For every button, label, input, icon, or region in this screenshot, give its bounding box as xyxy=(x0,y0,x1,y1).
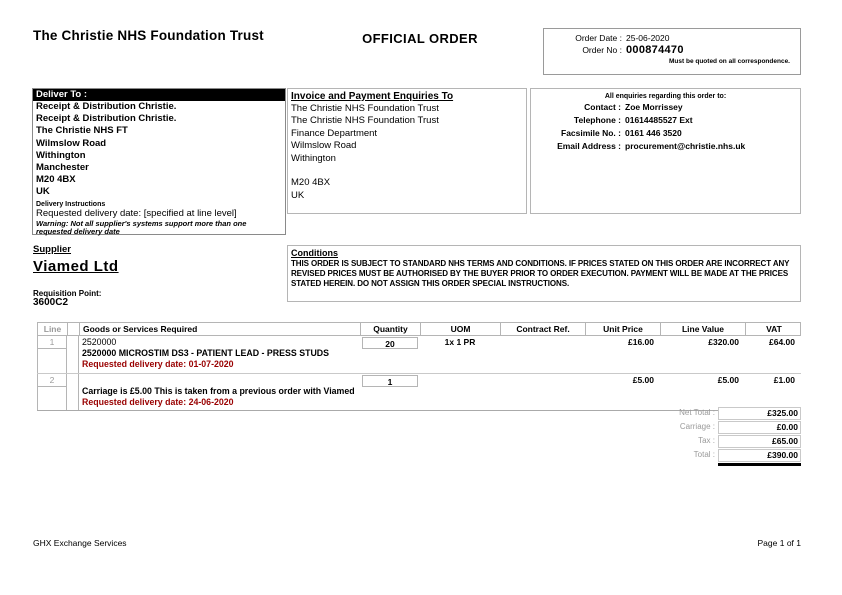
deliver-address-line: Withington xyxy=(36,149,86,161)
conditions-header: Conditions xyxy=(291,248,338,258)
table-row xyxy=(37,373,801,411)
delivery-date-note: Requested delivery date: 24-06-2020 xyxy=(82,397,234,407)
net-total-label: Net Total : xyxy=(679,408,715,417)
grand-total-value: £390.00 xyxy=(718,449,801,462)
contract-ref-value xyxy=(500,374,585,411)
contact-label: Contact : xyxy=(584,102,621,112)
footer-page-number: Page 1 of 1 xyxy=(757,538,801,548)
totals-section xyxy=(600,407,801,467)
conditions-box xyxy=(287,245,801,302)
enquiry-row-email xyxy=(531,140,800,153)
deliver-address-line: Manchester xyxy=(36,162,89,174)
invoice-address-line: UK xyxy=(291,189,305,201)
contract-ref-value xyxy=(500,336,585,373)
col-header-unit-price: Unit Price xyxy=(586,323,661,335)
invoice-address-line: The Christie NHS Foundation Trust xyxy=(291,103,439,114)
net-total-value: £325.00 xyxy=(718,407,801,420)
total-underline-row xyxy=(600,463,801,466)
deliver-to-header: Deliver To : xyxy=(33,89,285,101)
email-value: procurement@christie.nhs.uk xyxy=(625,141,746,151)
col-header-spacer xyxy=(68,323,80,335)
quantity-value: 20 xyxy=(362,337,418,349)
carriage-label: Carriage : xyxy=(679,422,715,431)
order-date-label: Order Date : xyxy=(575,33,622,43)
trust-name: The Christie NHS Foundation Trust xyxy=(33,28,264,43)
requisition-point-label: Requisition Point: xyxy=(33,289,102,298)
delivery-instructions-header: Delivery Instructions xyxy=(36,200,106,208)
facsimile-label: Facsimile No. : xyxy=(561,128,621,138)
delivery-date-note: Requested delivery date: 01-07-2020 xyxy=(82,359,234,370)
order-lines-table xyxy=(37,322,801,411)
telephone-value: 01614485527 Ext xyxy=(625,115,693,125)
supplier-label: Supplier xyxy=(33,244,72,255)
vat-value: £1.00 xyxy=(773,374,795,385)
table-row xyxy=(37,336,801,373)
delivery-warning-text: Warning: Not all supplier's systems support more than one requested delivery date xyxy=(36,218,247,237)
tax-label: Tax : xyxy=(698,436,715,445)
enquiries-header: All enquiries regarding this order to: xyxy=(604,93,727,100)
deliver-address-line: The Christie NHS FT xyxy=(36,125,128,137)
footer-service-name: GHX Exchange Services xyxy=(33,538,127,548)
net-total-row xyxy=(600,407,801,420)
contact-value: Zoe Morrissey xyxy=(625,102,683,112)
line-cell xyxy=(37,374,67,411)
goods-cell xyxy=(79,374,360,411)
spacer-cell xyxy=(67,374,79,411)
deliver-address-line: Receipt & Distribution Christie. xyxy=(36,101,177,112)
delivery-instructions-text: Requested delivery date: [specified at line level] xyxy=(36,207,237,219)
telephone-label: Telephone : xyxy=(573,115,621,125)
uom-value: 1x 1 PR xyxy=(444,337,476,347)
deliver-address-line: UK xyxy=(36,186,50,198)
order-no-value: 000874470 xyxy=(626,44,684,56)
item-code: 2520000 xyxy=(82,337,117,347)
item-description: Carriage is £5.00 This is taken from a previous order with Viamed xyxy=(82,385,355,396)
enquiry-row-facsimile xyxy=(531,127,800,140)
grand-total-label: Total : xyxy=(693,450,715,459)
document-title: OFFICIAL ORDER xyxy=(362,31,478,46)
line-cell xyxy=(37,336,67,373)
enquiries-box xyxy=(530,88,801,214)
invoice-enquiries-header: Invoice and Payment Enquiries To xyxy=(291,91,454,102)
total-underline xyxy=(718,463,801,466)
tax-value: £65.00 xyxy=(718,435,801,448)
item-code xyxy=(82,375,358,386)
line-number: 1 xyxy=(38,336,66,349)
email-label: Email Address : xyxy=(557,141,621,151)
supplier-name: Viamed Ltd xyxy=(33,258,119,275)
invoice-address-line: Wilmslow Road xyxy=(291,140,357,152)
deliver-address xyxy=(33,101,285,199)
tax-row xyxy=(600,435,801,448)
invoice-enquiries-box xyxy=(287,88,527,214)
deliver-address-line: M20 4BX xyxy=(36,174,76,186)
order-note: Must be quoted on all correspondence. xyxy=(669,58,790,65)
col-header-line-value: Line Value xyxy=(661,323,746,335)
quantity-value: 1 xyxy=(362,375,418,387)
order-date-value: 25-06-2020 xyxy=(626,33,670,43)
item-description: 2520000 MICROSTIM DS3 - PATIENT LEAD - PRESS STUDS xyxy=(82,348,330,359)
goods-cell xyxy=(79,336,360,373)
invoice-address-line: The Christie NHS Foundation Trust xyxy=(291,115,439,127)
col-header-contract-ref: Contract Ref. xyxy=(501,323,586,335)
col-header-quantity: Quantity xyxy=(361,323,421,335)
spacer xyxy=(600,463,715,466)
col-header-line: Line xyxy=(38,323,68,335)
unit-price-value: £5.00 xyxy=(632,374,654,385)
col-header-uom: UOM xyxy=(421,323,501,335)
unit-price-value: £16.00 xyxy=(628,337,654,347)
line-number: 2 xyxy=(38,374,66,387)
quantity-cell xyxy=(360,336,420,373)
uom-value xyxy=(420,374,500,411)
order-info-box xyxy=(543,28,801,75)
carriage-row xyxy=(600,421,801,434)
deliver-to-box xyxy=(32,88,286,235)
table-header-row xyxy=(37,322,801,336)
vat-value: £64.00 xyxy=(769,337,795,347)
enquiry-row-contact xyxy=(531,101,800,114)
requisition-point-value: 3600C2 xyxy=(33,297,69,308)
line-value-value: £320.00 xyxy=(708,337,739,347)
col-header-goods: Goods or Services Required xyxy=(80,323,361,335)
order-date-row xyxy=(544,32,800,44)
invoice-address-line: Finance Department xyxy=(291,127,378,139)
invoice-address-line xyxy=(291,165,526,177)
deliver-address-line: Wilmslow Road xyxy=(36,137,107,149)
deliver-address-line: Receipt & Distribution Christie. xyxy=(36,113,177,125)
quantity-cell xyxy=(360,374,420,411)
grand-total-row xyxy=(600,449,801,462)
invoice-address-line: Withington xyxy=(291,152,336,164)
enquiry-row-telephone xyxy=(531,114,800,127)
conditions-text: THIS ORDER IS SUBJECT TO STANDARD NHS TERMS AND CONDITIONS. IF PRICES STATED ON THIS ORDER ARE INCORRECT ANY REVISED PRICES MUST BE AUTHORISED BY THE BUYER PRIOR TO ORDER EXECUTION. PAYMENT WILL BE MADE AT THE PRICES STATED HEREIN. DO NOT ASSIGN THIS ORDER SPECIAL INSTRUCTIONS. xyxy=(291,259,790,288)
spacer-cell xyxy=(67,336,79,373)
carriage-value: £0.00 xyxy=(718,421,801,434)
line-value-value: £5.00 xyxy=(717,374,739,385)
col-header-vat: VAT xyxy=(766,324,782,334)
facsimile-value: 0161 446 3520 xyxy=(625,128,682,138)
order-no-label: Order No : xyxy=(582,45,622,55)
invoice-address-line: M20 4BX xyxy=(291,177,331,189)
order-no-row xyxy=(544,44,800,56)
